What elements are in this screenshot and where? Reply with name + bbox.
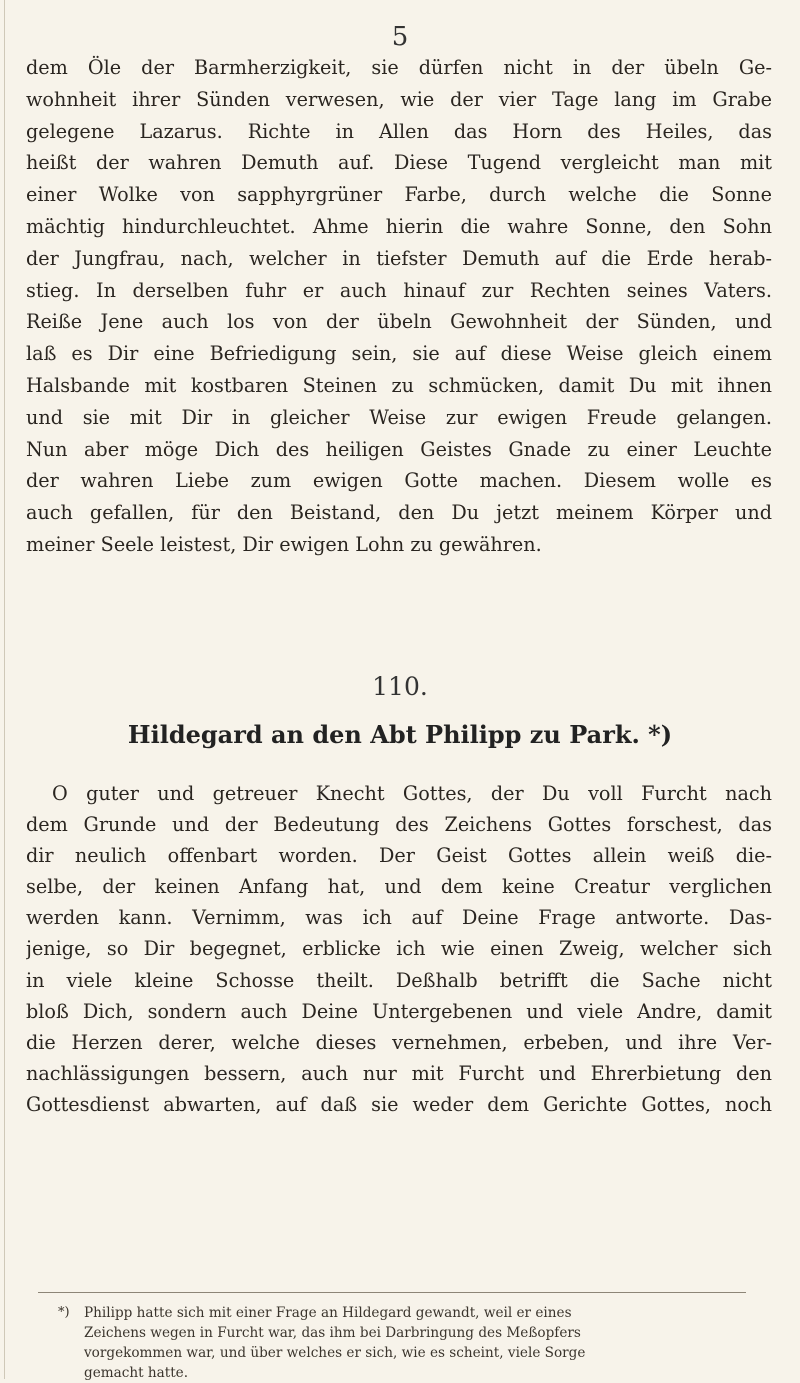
text-line: und sie mit Dir in gleicher Weise zur ewigen Freude gelangen. bbox=[26, 405, 772, 429]
text-line: laß es Dir eine Befriedigung sein, sie auf diese Weise gleich einem bbox=[26, 342, 772, 366]
footnote bbox=[58, 1303, 774, 1383]
text-line: dir neulich offenbart worden. Der Geist Gottes allein weiß die- bbox=[26, 844, 772, 868]
text-line: heißt der wahren Demuth auf. Diese Tugend vergleicht man mit bbox=[26, 151, 772, 175]
text-line: selbe, der keinen Anfang hat, und dem keine Creatur verglichen bbox=[26, 875, 772, 899]
text-line: O guter und getreuer Knecht Gottes, der Du voll Furcht nach bbox=[52, 782, 772, 805]
section-title: Hildegard an den Abt Philipp zu Park. *) bbox=[127, 720, 673, 749]
text-line: meiner Seele leistest, Dir ewigen Lohn zu gewähren. bbox=[26, 532, 542, 556]
text-line: Halsbande mit kostbaren Steinen zu schmücken, damit Du mit ihnen bbox=[26, 373, 772, 397]
page-number: 5 bbox=[391, 22, 409, 52]
text-line: einer Wolke von sapphyrgrüner Farbe, durch welche die Sonne bbox=[26, 183, 772, 207]
text-line: jenige, so Dir begegnet, erblicke ich wie einen Zweig, welcher sich bbox=[26, 937, 772, 961]
footnote-line: vorgekommen war, und über welches er sich, wie es scheint, viele Sorge bbox=[84, 1345, 586, 1361]
text-line: mächtig hindurchleuchtet. Ahme hierin die wahre Sonne, den Sohn bbox=[26, 214, 772, 238]
text-line: bloß Dich, sondern auch Deine Untergebenen und viele Andre, damit bbox=[26, 999, 772, 1023]
footnote-divider bbox=[38, 1292, 746, 1293]
text-line: Reiße Jene auch los von der übeln Gewohnheit der Sünden, und bbox=[26, 310, 772, 334]
text-line: wohnheit ihrer Sünden verwesen, wie der vier Tage lang im Grabe bbox=[26, 87, 772, 111]
text-line: auch gefallen, für den Beistand, den Du jetzt meinem Körper und bbox=[26, 501, 772, 525]
text-line: werden kann. Vernimm, was ich auf Deine Frage antworte. Das- bbox=[26, 906, 772, 930]
section-number: 110. bbox=[372, 672, 428, 701]
text-line: nachlässigungen bessern, auch nur mit Furcht und Ehrerbietung den bbox=[26, 1061, 772, 1085]
text-line: dem Grunde und der Bedeutung des Zeichens Gottes forschest, das bbox=[26, 813, 772, 837]
footnote-line: Zeichens wegen in Furcht war, das ihm bei Darbringung des Meßopfers bbox=[84, 1325, 581, 1341]
text-line: gelegene Lazarus. Richte in Allen das Horn des Heiles, das bbox=[26, 119, 772, 143]
text-line: die Herzen derer, welche dieses vernehmen, erbeben, und ihre Ver- bbox=[26, 1030, 772, 1054]
text-line: der wahren Liebe zum ewigen Gotte machen. Diesem wolle es bbox=[26, 469, 772, 493]
text-line: der Jungfrau, nach, welcher in tiefster Demuth auf die Erde herab- bbox=[26, 246, 772, 270]
text-line: dem Öle der Barmherzigkeit, sie dürfen nicht in der übeln Ge- bbox=[26, 56, 772, 79]
footnote-line: gemacht hatte. bbox=[84, 1365, 189, 1381]
paragraph-continued bbox=[26, 52, 772, 561]
text-line: stieg. In derselben fuhr er auch hinauf zur Rechten seines Vaters. bbox=[26, 278, 772, 302]
footnote-line: Philipp hatte sich mit einer Frage an Hildegard gewandt, weil er eines bbox=[84, 1305, 572, 1321]
letter-body bbox=[26, 778, 772, 1120]
text-line: Nun aber möge Dich des heiligen Geistes Gnade zu einer Leuchte bbox=[26, 437, 772, 461]
text-line: in viele kleine Schosse theilt. Deßhalb betrifft die Sache nicht bbox=[26, 968, 772, 992]
text-line: Gottesdienst abwarten, auf daß sie weder dem Gerichte Gottes, noch bbox=[26, 1092, 772, 1116]
footnote-mark: *) bbox=[58, 1305, 70, 1320]
